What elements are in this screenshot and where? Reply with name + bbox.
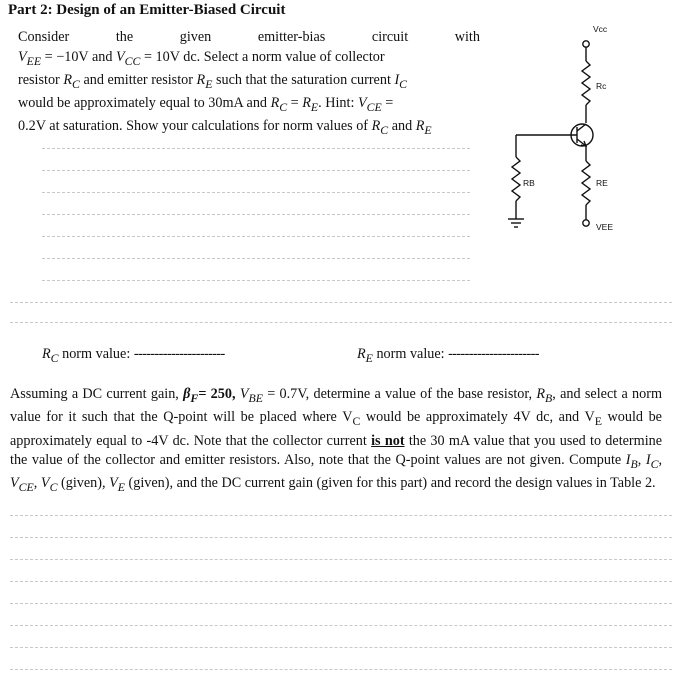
re-subscript: E — [424, 123, 432, 138]
word: given — [179, 29, 212, 45]
text: would be approximately equal to 30mA and — [18, 95, 271, 112]
para1-line-2 — [18, 48, 480, 71]
answer-line — [42, 280, 470, 281]
answer-line — [42, 192, 470, 193]
is-not-emphasis: is not — [371, 432, 405, 449]
ve-symbol: V — [109, 475, 118, 492]
rc-norm-subscript: C — [50, 350, 59, 365]
answer-line — [42, 148, 470, 149]
text: resistor — [18, 71, 64, 88]
answer-line — [10, 559, 672, 560]
ic-symbol: I — [394, 71, 400, 88]
vce-subscript: CE — [18, 480, 34, 495]
vcc-symbol: V — [116, 48, 125, 65]
vcc-value: = 10V — [140, 48, 180, 65]
rc-label: Rc — [596, 81, 607, 91]
rc-resistor — [582, 61, 590, 105]
re-symbol: R — [415, 118, 425, 135]
rc-norm-blank[interactable]: ---------------------- — [133, 346, 225, 362]
rc-symbol: R — [270, 95, 280, 112]
answer-line — [10, 302, 672, 303]
re-norm-blank[interactable]: ---------------------- — [448, 346, 539, 362]
rb-label: RB — [523, 178, 535, 188]
ic-subscript: C — [399, 76, 408, 91]
answer-line — [42, 170, 470, 171]
rb-symbol: R — [536, 386, 546, 402]
ve-subscript: E — [117, 480, 125, 495]
text: would be approximately 4V dc, and — [360, 409, 585, 426]
beta-value: = 250, — [198, 386, 240, 402]
text: , determine a value of the base resistor, — [305, 386, 537, 402]
vee-label: VEE — [596, 222, 614, 232]
beta-subscript: F — [190, 390, 199, 405]
ve-subscript: E — [594, 414, 602, 429]
rc-symbol: R — [371, 118, 381, 135]
rc-subscript: C — [279, 99, 288, 114]
answer-line — [10, 581, 672, 582]
vee-symbol: V — [18, 48, 27, 65]
word: emitter-bias — [257, 29, 326, 45]
answer-line — [10, 603, 672, 604]
emitter-bias-circuit-diagram — [490, 15, 640, 245]
re-symbol: R — [302, 95, 311, 112]
re-norm-label: norm value: — [372, 346, 445, 362]
answer-line — [10, 537, 672, 538]
text: the 30 mA value that you used to determine the value of the collector and emitter resistors. Also, note that the Q-point values are not given. Compute — [10, 432, 663, 469]
answer-line — [10, 515, 672, 516]
ic-subscript: C — [650, 456, 659, 471]
vce-symbol: V — [10, 475, 19, 492]
text: would be approximately equal to -4V dc. Note that the collector current — [10, 409, 662, 449]
rc-subscript: C — [72, 76, 80, 91]
para1-line-4 — [18, 94, 480, 117]
answer-line — [42, 258, 470, 259]
part-title: Part 2: Design of an Emitter-Biased Circuit — [8, 2, 286, 18]
re-norm-symbol: R — [357, 346, 366, 362]
text: and emitter resistor — [79, 71, 197, 88]
problem-paragraph-2 — [10, 385, 662, 498]
ib-subscript: B — [630, 456, 638, 471]
re-symbol: R — [196, 71, 206, 88]
re-norm-subscript: E — [365, 350, 373, 365]
vc-symbol: V — [40, 475, 50, 492]
text: . Hint: — [318, 95, 358, 112]
vc-symbol: V — [342, 409, 353, 426]
vbe-symbol: V — [239, 386, 249, 402]
vcc-label: Vcc — [593, 24, 608, 34]
vee-subscript: EE — [26, 53, 42, 68]
text: , — [33, 475, 41, 492]
word: with — [454, 29, 480, 45]
rb-subscript: B — [545, 390, 553, 405]
word: the — [115, 29, 134, 45]
beta-symbol: β — [183, 386, 191, 402]
rc-norm-value-line — [42, 346, 225, 366]
text: Assuming a DC current gain, — [10, 386, 184, 402]
vee-terminal — [583, 220, 589, 226]
para1-line-1 — [18, 28, 480, 48]
vce-subscript: CE — [366, 99, 382, 114]
text: = — [381, 95, 394, 112]
vcc-terminal — [583, 41, 589, 47]
answer-line — [10, 669, 672, 670]
rc-subscript: C — [380, 123, 389, 138]
ve-symbol: V — [584, 409, 595, 426]
answer-line — [42, 214, 470, 215]
vc-subscript: C — [352, 414, 361, 429]
rc-symbol: R — [63, 71, 72, 88]
para1-line-3 — [18, 71, 480, 94]
text: = — [287, 95, 303, 112]
vbe-value: = 0.7V — [262, 386, 306, 402]
text: (given), and the DC current gain (given for this part) and record the design values in Table 2. — [124, 475, 656, 492]
text: , and select a norm value for it such that the Q-point will be placed where — [10, 386, 663, 426]
re-subscript: E — [205, 76, 213, 91]
text: , — [658, 452, 662, 469]
para1-line-5 — [18, 117, 480, 140]
ic-symbol: I — [645, 452, 651, 469]
rc-norm-label: norm value: — [58, 346, 131, 362]
rc-norm-symbol: R — [42, 346, 51, 362]
text: such that the saturation current — [212, 71, 395, 88]
word: circuit — [371, 29, 409, 45]
re-subscript: E — [310, 99, 319, 114]
rb-resistor — [512, 157, 520, 201]
vce-symbol: V — [357, 95, 367, 112]
text: 0.2V at saturation. Show your calculations for norm values of — [18, 118, 372, 135]
ib-symbol: I — [625, 452, 631, 469]
vc-subscript: C — [49, 480, 58, 495]
answer-line — [10, 625, 672, 626]
text: , — [637, 452, 646, 469]
answer-line — [42, 236, 470, 237]
text: dc. Select a norm value of collector — [179, 48, 385, 65]
answer-line — [10, 647, 672, 648]
word: Consider — [18, 29, 70, 45]
re-label: RE — [596, 178, 608, 188]
vee-value: = −10V — [41, 48, 89, 65]
vbe-subscript: BE — [248, 390, 263, 405]
answer-line — [10, 322, 672, 323]
re-norm-value-line — [357, 346, 539, 366]
vcc-subscript: CC — [124, 53, 141, 68]
problem-paragraph-1 — [18, 28, 480, 141]
text: and — [388, 118, 416, 135]
text: and — [88, 48, 116, 65]
re-resistor — [582, 161, 590, 205]
text: (given), — [57, 475, 110, 492]
